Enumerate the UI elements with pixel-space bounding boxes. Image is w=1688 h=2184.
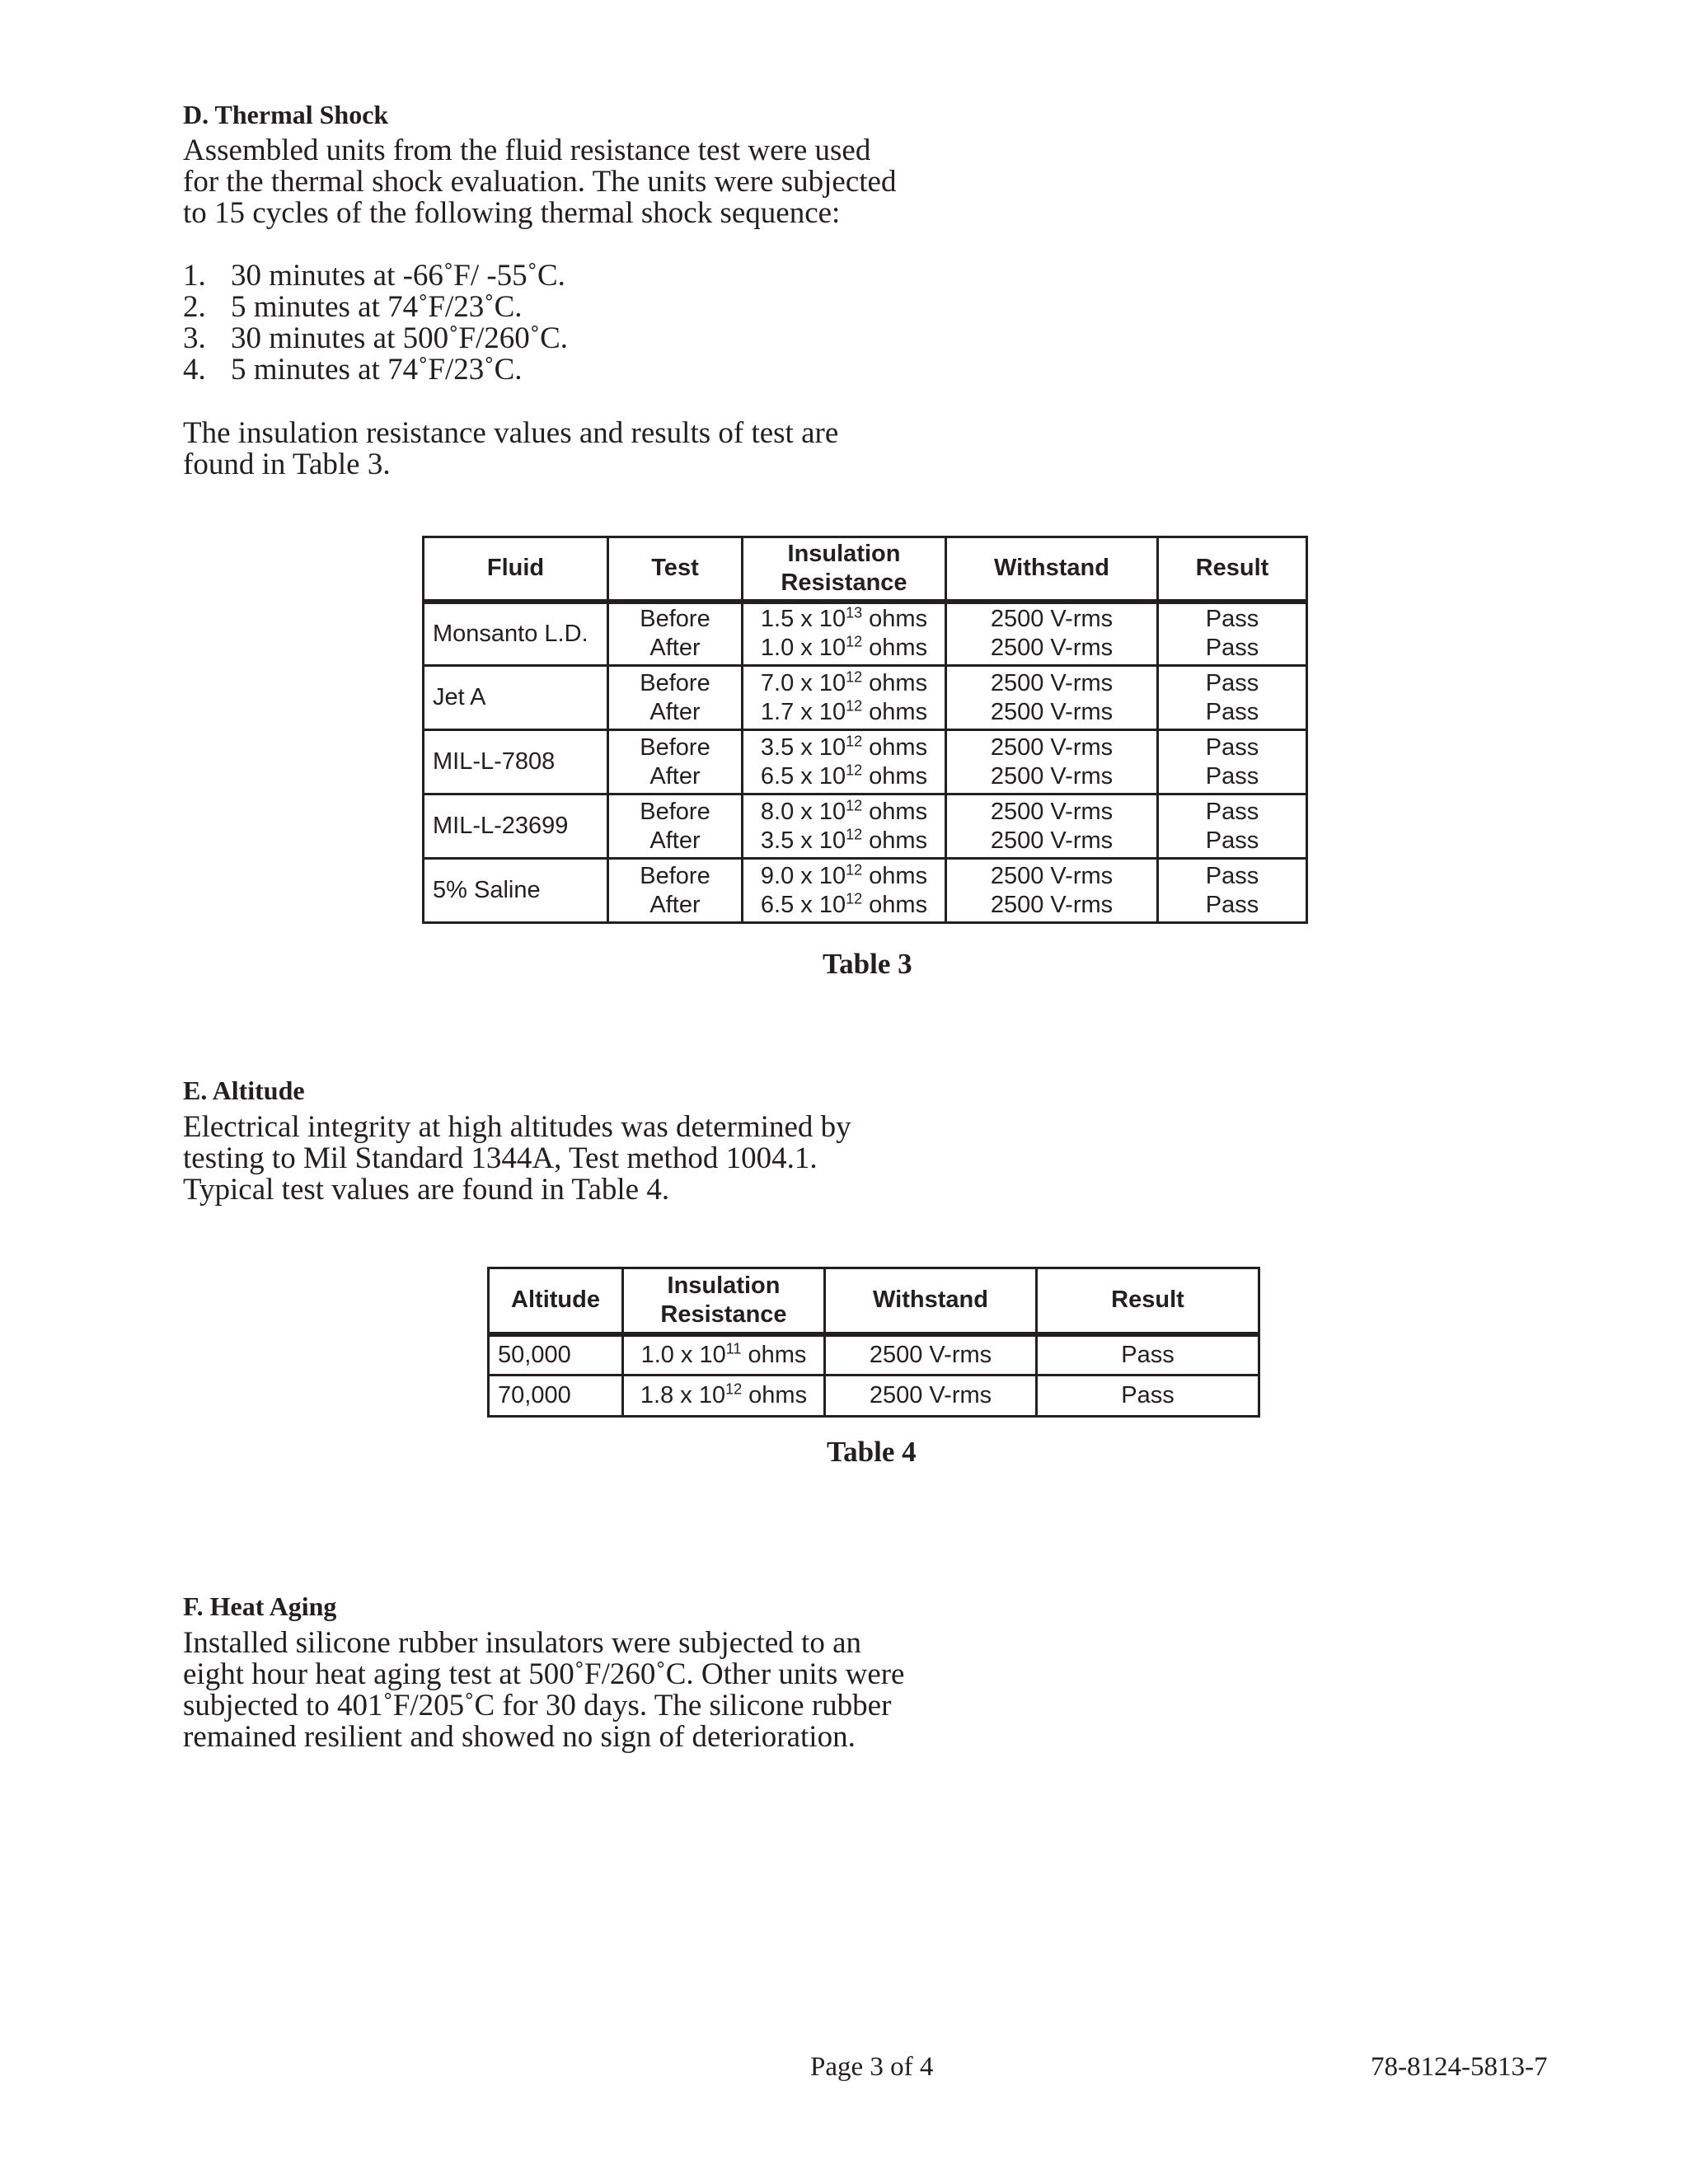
thermal-shock-outro: The insulation resistance values and results of test are found in Table 3. [183,416,839,481]
document-number: 78-8124-5813-7 [1371,2052,1548,2082]
col-header-withstand: Withstand [825,1268,1037,1334]
table-3 [422,536,1308,924]
heat-aging-heading: F. Heat Aging [183,1591,337,1621]
col-header-insulation-resistance: Insulation Resistance [743,537,946,602]
table-3-caption: Table 3 [823,948,912,980]
page-number: Page 3 of 4 [810,2052,934,2082]
thermal-shock-intro: Assembled units from the fluid resistance test were used for the thermal shock evaluation. The units were subjected to 15 cycles of the following thermal shock sequence: [183,134,897,230]
table-row: MIL-L-7808 Before After 3.5 x $10^{12}$ ohms 6.5 x $10^{12}$ ohms 2500 V-rms 2500 V-rms Pass Pass [424,730,1307,794]
list-item: 1. 30 minutes at -66˚F/ -55˚C. [183,259,565,293]
col-header-altitude: Altitude [489,1268,623,1334]
heat-aging-body: Installed silicone rubber insulators were subjected to an eight hour heat aging test at 500˚F/260˚C. Other units were subjected to 401˚F/205˚C for 30 days. The silicone rubber remained resilient and showed no sign of deterioration. [183,1626,905,1754]
table-row: Monsanto L.D. Before After 1.5 x $10^{13}$ ohms 1.0 x $10^{12}$ ohms 2500 V-rms 2500 V-rms Pass Pass [424,602,1307,666]
col-header-result: Result [1037,1268,1259,1334]
table-4-caption: Table 4 [827,1436,917,1468]
thermal-shock-heading: D. Thermal Shock [183,100,389,129]
table-row: 5% Saline Before After 9.0 x $10^{12}$ ohms 6.5 x $10^{12}$ ohms 2500 V-rms 2500 V-rms Pass Pass [424,859,1307,923]
col-header-withstand: Withstand [946,537,1158,602]
altitude-intro: Electrical integrity at high altitudes was determined by testing to Mil Standard 1344A, Test method 1004.1. Typical test values are found in Table 4. [183,1110,851,1207]
col-header-test: Test [608,537,743,602]
list-item: 3. 30 minutes at 500˚F/260˚C. [183,321,569,355]
table-4 [487,1267,1260,1418]
col-header-fluid: Fluid [424,537,608,602]
table-row: 70,000 1.8 x $10^{12}$ ohms 2500 V-rms Pass [489,1376,1259,1417]
col-header-insulation-resistance: Insulation Resistance [623,1268,825,1334]
altitude-heading: E. Altitude [183,1076,305,1105]
list-item: 4. 5 minutes at 74˚F/23˚C. [183,353,523,387]
table-row: Jet A Before After 7.0 x $10^{12}$ ohms 1.7 x $10^{12}$ ohms 2500 V-rms 2500 V-rms Pass Pass [424,666,1307,730]
col-header-result: Result [1158,537,1307,602]
table-row: MIL-L-23699 Before After 8.0 x $10^{12}$ ohms 3.5 x $10^{12}$ ohms 2500 V-rms 2500 V-rms Pass Pass [424,794,1307,859]
thermal-shock-steps [183,260,568,386]
list-item: 2. 5 minutes at 74˚F/23˚C. [183,290,523,324]
table-row: 50,000 1.0 x $10^{11}$ ohms 2500 V-rms Pass [489,1334,1259,1376]
